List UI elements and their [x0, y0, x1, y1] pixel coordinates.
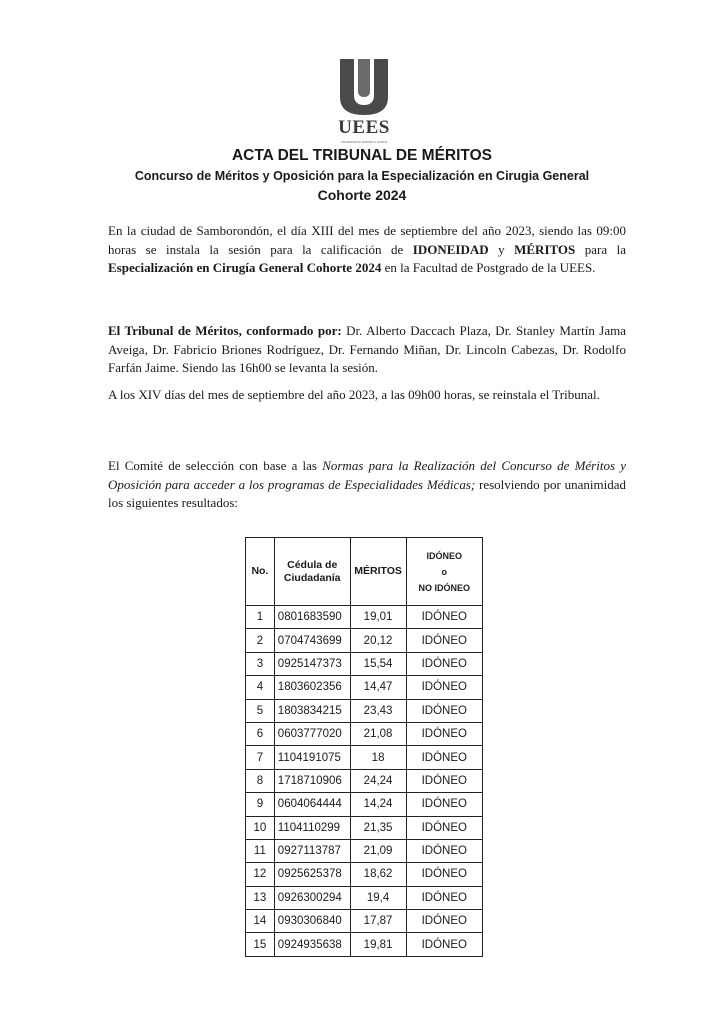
cell-no: 3: [246, 652, 275, 675]
cell-meritos: 21,09: [350, 839, 406, 862]
cell-no: 13: [246, 886, 275, 909]
document-subtitle: Concurso de Méritos y Oposición para la Especialización en Cirugia General: [134, 169, 590, 183]
cell-cedula: 0927113787: [274, 839, 350, 862]
logo-subtitle: UNIVERSIDAD ESPÍRITU SANTO: [340, 140, 388, 144]
cell-cedula: 1718710906: [274, 769, 350, 792]
cell-meritos: 14,47: [350, 676, 406, 699]
table-row: [246, 652, 483, 675]
cell-cedula: 1803602356: [274, 676, 350, 699]
table-row: [246, 910, 483, 933]
cell-no: 5: [246, 699, 275, 722]
cell-meritos: 24,24: [350, 769, 406, 792]
table-row: [246, 606, 483, 629]
cell-resultado: IDÓNEO: [406, 863, 483, 886]
cell-resultado: IDÓNEO: [406, 910, 483, 933]
table-row: [246, 933, 483, 956]
cell-meritos: 21,08: [350, 722, 406, 745]
cell-cedula: 0925625378: [274, 863, 350, 886]
cell-cedula: 1104110299: [274, 816, 350, 839]
paragraph-committee-resolution: El Comité de selección con base a las Normas para la Realización del Concurso de Méritos y Oposición para acceder a los programas de Especialidades Médicas; resolviendo por unanimidad los siguientes resultados:: [108, 458, 626, 510]
cell-no: 10: [246, 816, 275, 839]
table-header-row: [246, 538, 483, 606]
cell-cedula: 0926300294: [274, 886, 350, 909]
cell-resultado: IDÓNEO: [406, 886, 483, 909]
cell-no: 11: [246, 839, 275, 862]
header-cedula: Cédula de Ciudadanía: [274, 538, 350, 606]
uees-emblem-icon: [324, 55, 404, 117]
table-row: [246, 769, 483, 792]
cell-no: 2: [246, 629, 275, 652]
cell-meritos: 21,35: [350, 816, 406, 839]
cell-cedula: 0604064444: [274, 793, 350, 816]
cell-no: 1: [246, 606, 275, 629]
cell-resultado: IDÓNEO: [406, 722, 483, 745]
cell-no: 7: [246, 746, 275, 769]
cell-meritos: 19,01: [350, 606, 406, 629]
cell-meritos: 17,87: [350, 910, 406, 933]
paragraph-session-reinstall: A los XIV días del mes de septiembre del año 2023, a las 09h00 horas, se reinstala el Tribunal.: [108, 387, 600, 402]
cell-cedula: 1104191075: [274, 746, 350, 769]
uees-logo: [324, 55, 404, 147]
cell-resultado: IDÓNEO: [406, 606, 483, 629]
cell-meritos: 19,81: [350, 933, 406, 956]
table-row: [246, 699, 483, 722]
logo-wordmark: UEES: [338, 117, 390, 138]
cell-cedula: 0704743699: [274, 629, 350, 652]
cell-resultado: IDÓNEO: [406, 839, 483, 862]
table-row: [246, 839, 483, 862]
cell-resultado: IDÓNEO: [406, 746, 483, 769]
header-no: No.: [246, 538, 275, 606]
cell-cedula: 0924935638: [274, 933, 350, 956]
cell-no: 8: [246, 769, 275, 792]
cell-meritos: 20,12: [350, 629, 406, 652]
cell-no: 9: [246, 793, 275, 816]
cell-resultado: IDÓNEO: [406, 676, 483, 699]
cell-resultado: IDÓNEO: [406, 816, 483, 839]
table-row: [246, 676, 483, 699]
header-verdict: IDÓNEO o NO IDÓNEO: [406, 538, 483, 606]
table-row: [246, 722, 483, 745]
cell-resultado: IDÓNEO: [406, 769, 483, 792]
paragraph-tribunal-members: El Tribunal de Méritos, conformado por: Dr. Alberto Daccach Plaza, Dr. Stanley Martín Jama Aveiga, Dr. Fabricio Briones Rodríguez, Dr. Fernando Miñan, Dr. Lincoln Cabezas, Dr. Rodolfo Farfán Jaime. Siendo las 16h00 se levanta la sesión.: [108, 323, 626, 375]
table-row: [246, 793, 483, 816]
results-table: [245, 537, 483, 957]
table-row: [246, 816, 483, 839]
cell-resultado: IDÓNEO: [406, 699, 483, 722]
cell-no: 12: [246, 863, 275, 886]
header-meritos: MÉRITOS: [350, 538, 406, 606]
cell-cedula: 1803834215: [274, 699, 350, 722]
table-row: [246, 863, 483, 886]
cell-no: 15: [246, 933, 275, 956]
cell-resultado: IDÓNEO: [406, 793, 483, 816]
cell-resultado: IDÓNEO: [406, 933, 483, 956]
cell-cedula: 0801683590: [274, 606, 350, 629]
cell-meritos: 19,4: [350, 886, 406, 909]
cell-resultado: IDÓNEO: [406, 629, 483, 652]
document-title: ACTA DEL TRIBUNAL DE MÉRITOS: [231, 147, 493, 164]
table-row: [246, 746, 483, 769]
cell-resultado: IDÓNEO: [406, 652, 483, 675]
cell-no: 4: [246, 676, 275, 699]
table-row: [246, 629, 483, 652]
cell-no: 14: [246, 910, 275, 933]
paragraph-session-opening: En la ciudad de Samborondón, el día XIII del mes de septiembre del año 2023, siendo las 09:00 horas se instala la sesión para la calificación de IDONEIDAD y MÉRITOS para la Especialización en Cirugía General Cohorte 2024 en la Facultad de Postgrado de la UEES.: [108, 223, 626, 275]
cell-meritos: 14,24: [350, 793, 406, 816]
cell-cedula: 0925147373: [274, 652, 350, 675]
cell-cedula: 0603777020: [274, 722, 350, 745]
cohort-heading: Cohorte 2024: [317, 187, 407, 203]
cell-meritos: 23,43: [350, 699, 406, 722]
cell-cedula: 0930306840: [274, 910, 350, 933]
cell-meritos: 18: [350, 746, 406, 769]
cell-meritos: 15,54: [350, 652, 406, 675]
table-row: [246, 886, 483, 909]
cell-meritos: 18,62: [350, 863, 406, 886]
cell-no: 6: [246, 722, 275, 745]
